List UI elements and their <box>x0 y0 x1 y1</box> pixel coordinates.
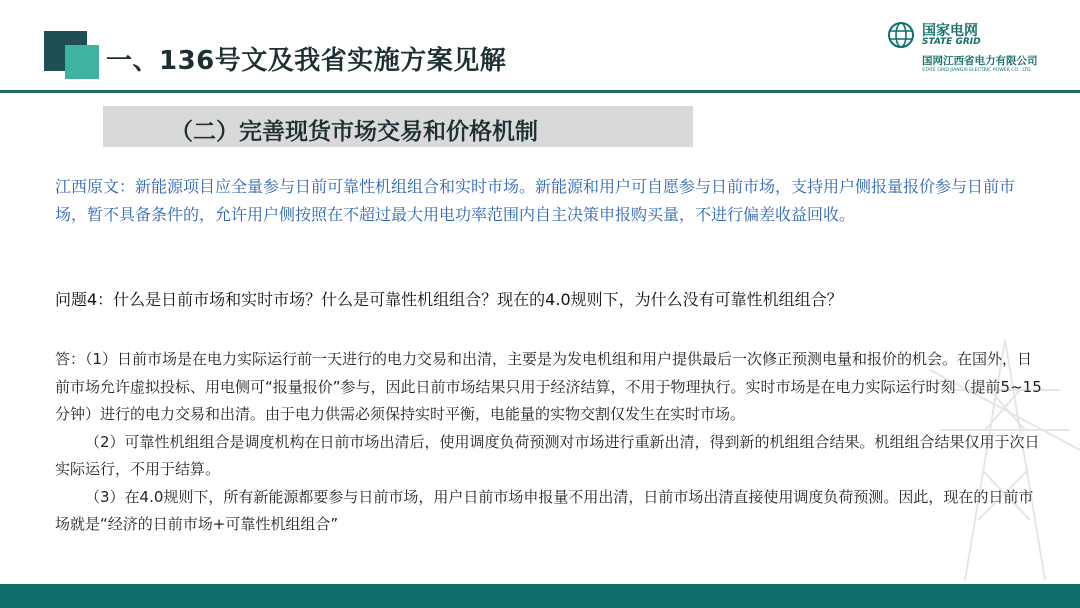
logo-company-chinese: 国网江西省电力有限公司 <box>922 55 1038 67</box>
state-grid-globe-icon <box>888 22 914 48</box>
answer-paragraph-3: （3）在4.0规则下，所有新能源都要参与日前市场，用户日前市场申报量不用出清，日前市场出清直接使用调度负荷预测。因此，现在的日前市场就是“经济的日前市场+可靠性机组组合” <box>55 487 1034 533</box>
transmission-tower-watermark-icon <box>930 330 1080 580</box>
logo-english-name: STATE GRID <box>922 37 981 47</box>
state-grid-logo <box>888 20 1058 76</box>
answer-paragraph-1: 答：（1）日前市场是在电力实际运行前一天进行的电力交易和出清，主要是为发电机组和用户提供最后一次修正预测电量和报价的机会。在国外，日前市场允许虚拟投标、用电侧可“报量报价”参与，因此日前市场结果只用于经济结算，不用于物理执行。实时市场是在电力实际运行时刻（提前5~15分钟）进行的电力交易和出清。由于电力供需必须保持实时平衡，电能量的实物交割仅发生在实时市场。 <box>55 350 1042 423</box>
logo-chinese-name: 国家电网 <box>922 23 978 39</box>
title-decoration-light-square <box>65 45 99 79</box>
answer-paragraph-2: （2）可靠性机组组合是调度机构在日前市场出清后，使用调度负荷预测对市场进行重新出清，得到新的机组组合结果。机组组合结果仅用于次日实际运行，不用于结算。 <box>55 432 1040 478</box>
question-text: 问题4：什么是日前市场和实时市场？什么是可靠性机组组合？现在的4.0规则下，为什么没有可靠性机组组合？ <box>55 290 843 309</box>
answer-block <box>55 346 1045 539</box>
slide-title: 一、136号文及我省实施方案见解 <box>106 46 507 76</box>
header-divider <box>0 90 1080 93</box>
logo-company-english: STATE GRID JIANGXI ELECTRIC POWER CO., LTD. <box>922 68 1033 73</box>
footer-bar <box>0 584 1080 608</box>
jiangxi-original-text: 江西原文：新能源项目应全量参与日前可靠性机组组合和实时市场。新能源和用户可自愿参与日前市场，支持用户侧报量报价参与日前市场，暂不具备条件的，允许用户侧按照在不超过最大用电功率范围内自主决策申报购买量，不进行偏差收益回收。 <box>55 177 1016 224</box>
section-heading: （二）完善现货市场交易和价格机制 <box>170 119 538 145</box>
